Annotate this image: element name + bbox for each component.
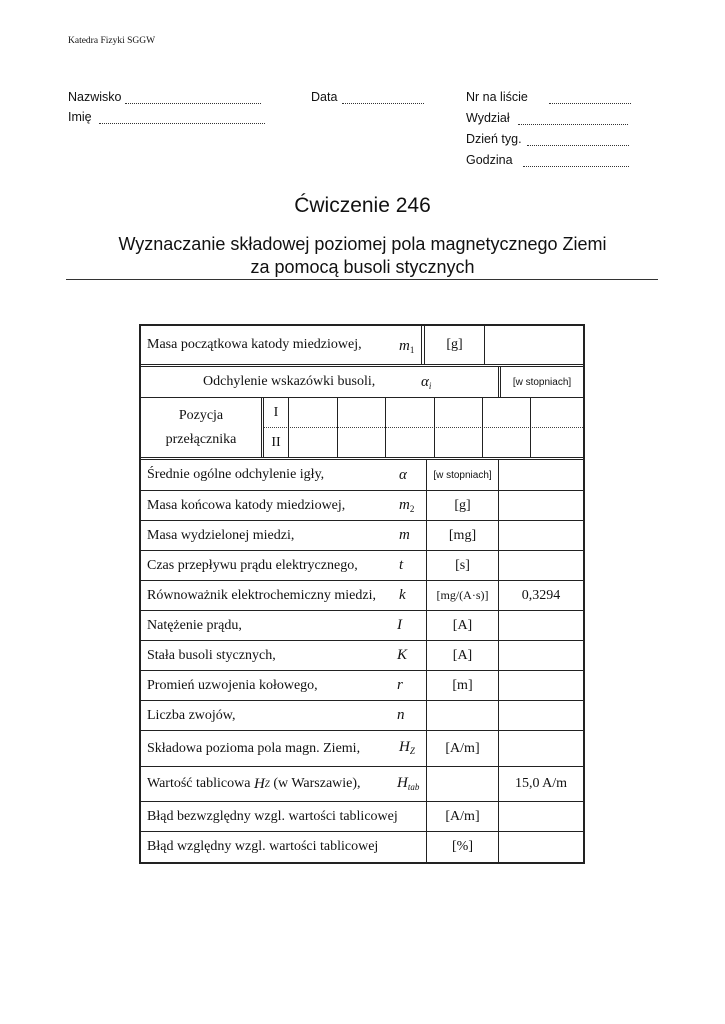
number-of-turns-unit [427,701,498,730]
final-mass-symbol: $m_2$ [399,497,415,514]
electrochemical-equivalent-value: 0,3294 [521,587,561,603]
initial-mass-label: Masa początkowa katody miedziowej, [147,337,362,352]
relative-error-label: Błąd względny wzgl. wartości tablicowej [147,839,379,854]
deflection-cell-i-2[interactable] [338,398,385,427]
current-intensity-label: Natężenie prądu, [147,617,242,633]
deflection-cell-i-3[interactable] [386,398,434,427]
institution-header: Katedra Fizyki SGGW [68,36,156,46]
faculty-field[interactable] [466,111,628,125]
mean-deflection-value[interactable] [499,460,583,490]
deflection-symbol: $\alpha_i$ [421,374,432,391]
deflection-unit: [w stopniach] [512,376,572,388]
list-number-dotted-line [549,93,631,104]
number-of-turns-symbol: n [397,707,405,723]
initial-mass-value[interactable] [485,326,583,364]
number-of-turns-label: Liczba zwojów, [147,707,236,723]
exercise-subtitle [0,233,725,279]
current-time-symbol: t [399,557,404,573]
compass-constant-label: Stała busoli stycznych, [147,647,276,663]
faculty-label: Wydział [466,111,510,125]
current-intensity-symbol: I [397,617,402,633]
hour-dotted-line [523,156,629,167]
switch-position-ii: II [271,434,281,450]
deflection-cell-ii-2[interactable] [338,428,385,457]
horizontal-component-symbol: $H_Z$ [399,739,415,756]
current-intensity-unit: [A] [452,617,473,633]
exercise-title: Ćwiczenie 246 [294,194,431,217]
coil-radius-value[interactable] [499,671,583,700]
surname-field[interactable] [68,90,261,104]
mean-deflection-label: Średnie ogólne odchylenie igły, [147,467,325,482]
faculty-dotted-line [518,114,628,125]
current-time-label: Czas przepływu prądu elektrycznego, [147,557,358,573]
date-dotted-line [342,93,424,104]
coil-radius-unit: [m] [452,677,473,693]
subtitle-line-2: za pomocą busoli stycznych [250,257,475,277]
compass-constant-value[interactable] [499,641,583,670]
mean-deflection-symbol: α [399,467,407,483]
surname-dotted-line [125,93,261,104]
initial-mass-symbol: $m_1$ [399,338,415,355]
table-value-unit [427,767,498,801]
number-of-turns-value[interactable] [499,701,583,730]
absolute-error-value[interactable] [499,802,583,831]
horizontal-component-label: Składowa pozioma pola magn. Ziemi, [147,740,361,756]
table-value-label: Wartość tablicowa H Z (w Warszawie), [147,775,361,792]
date-field[interactable] [311,90,424,104]
first-name-dotted-line [99,113,265,124]
initial-mass-unit: [g] [446,337,463,352]
current-intensity-value[interactable] [499,611,583,640]
deflection-cell-i-4[interactable] [435,398,482,427]
electrochemical-equivalent-unit: [mg/(A·s)] [436,588,489,602]
current-time-value[interactable] [499,551,583,580]
deflection-cell-ii-6[interactable] [531,428,583,457]
final-mass-value[interactable] [499,491,583,520]
coil-radius-label: Promień uzwojenia kołowego, [147,677,318,693]
deflection-cell-i-5[interactable] [483,398,530,427]
first-name-field[interactable] [68,110,265,124]
final-mass-unit: [g] [454,497,471,513]
hour-label: Godzina [466,153,513,167]
current-time-unit: [s] [455,557,470,573]
relative-error-value[interactable] [499,832,583,862]
final-mass-label: Masa końcowa katody miedziowej, [147,497,346,513]
date-label: Data [311,90,338,104]
title-divider [66,279,658,280]
table-value-symbol: $H_{tab}$ [397,775,420,792]
horizontal-component-unit: [A/m] [445,740,480,756]
compass-constant-unit: [A] [452,647,473,663]
weekday-dotted-line [527,135,629,146]
deflection-cell-ii-1[interactable] [289,428,337,457]
subtitle-line-1: Wyznaczanie składowej poziomej pola magnetycznego Ziemi [118,234,607,254]
first-name-label: Imię [68,110,92,124]
deflection-cell-ii-4[interactable] [435,428,482,457]
mean-deflection-unit: [w stopniach] [433,469,492,481]
relative-error-unit: [%] [452,839,473,854]
horizontal-component-value[interactable] [499,731,583,766]
deposited-mass-label: Masa wydzielonej miedzi, [147,527,295,543]
weekday-field[interactable] [466,132,629,146]
weekday-label: Dzień tyg. [466,132,522,146]
deflection-cell-ii-3[interactable] [386,428,434,457]
measurement-table [139,324,585,864]
table-value-value: 15,0 A/m [514,776,568,791]
surname-label: Nazwisko [68,90,122,104]
deflection-cell-ii-5[interactable] [483,428,530,457]
compass-constant-symbol: K [397,647,408,663]
deflection-cell-i-1[interactable] [289,398,337,427]
switch-position-label: Pozycja przełącznika [165,407,237,447]
electrochemical-equivalent-label: Równoważnik elektrochemiczny miedzi, [147,587,376,603]
list-number-field[interactable] [466,90,631,104]
deflection-cell-i-6[interactable] [531,398,583,427]
absolute-error-label: Błąd bezwzględny wzgl. wartości tablicowej [147,808,398,824]
deposited-mass-symbol: m [399,527,410,543]
hour-field[interactable] [466,153,629,167]
deposited-mass-value[interactable] [499,521,583,550]
electrochemical-equivalent-symbol: k [399,587,406,603]
switch-position-i: I [273,404,279,420]
deposited-mass-unit: [mg] [448,527,477,543]
deflection-label: Odchylenie wskazówki busoli, [203,374,376,389]
absolute-error-unit: [A/m] [445,808,480,824]
list-number-label: Nr na liście [466,90,528,104]
coil-radius-symbol: r [397,677,403,693]
